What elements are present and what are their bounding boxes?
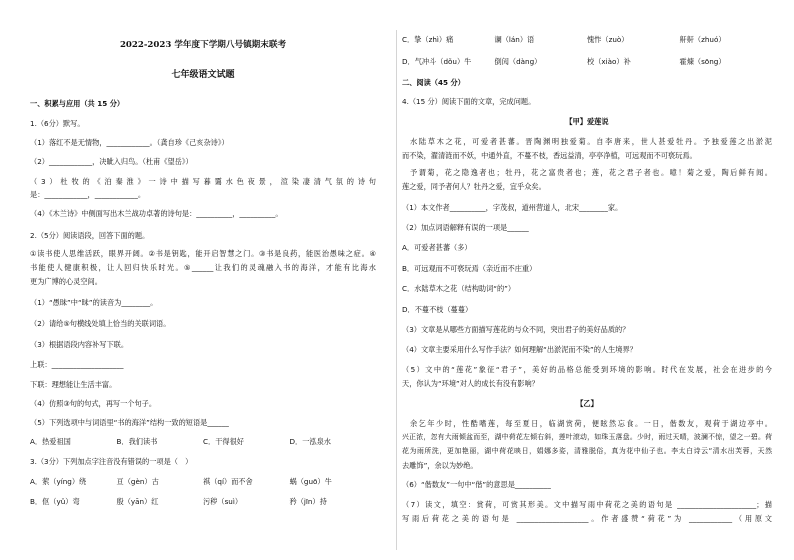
q3-b-2: 殷（yān）红 (116, 497, 159, 506)
q4-option-a[interactable]: A．可爱者甚蕃（多） (402, 243, 472, 252)
q1-line-4: （4）《木兰诗》中侧面写出木兰战功卓著的诗句是：__________，__________。 (30, 209, 283, 218)
q3-d-4: 霍煉（sōng） (679, 57, 726, 66)
jia-para-1a: 水陆草木之花，可爱者甚蕃。晋陶渊明独爱菊。自李唐来，世人甚爱牡丹。予独爱莲之出淤泥 (410, 137, 772, 146)
q2-sub-3: （3）根据语段内容补写下联。 (30, 340, 129, 349)
q2-sub-4: （4）仿照③句的句式，再写一个句子。 (30, 399, 157, 408)
q4-sub-7a: （7）读文，填空：赏荷，可赏其形美。文中描写雨中荷花之美的语句是 ______________________；描 (402, 500, 772, 509)
jia-para-2a: 予谓菊，花之隐逸者也；牡丹，花之富贵者也；莲，花之君子者也。噫！菊之爱，陶后鲜有闻。 (410, 168, 772, 177)
q1-line-3a: （3）杜牧的《泊秦淮》一诗中描写暮霭水色夜景，渲染凄清气氛的诗句 (30, 177, 376, 186)
q3-d-3: 校（xiào）补 (587, 57, 631, 66)
q2-lower-couplet: 下联：理想能让生活丰富。 (30, 380, 117, 389)
q3-option-a-row[interactable] (30, 477, 376, 486)
q2-option-a[interactable]: A．热爱祖国 (30, 437, 71, 446)
q4-option-b[interactable]: B．可远观而不可亵玩焉（亲近而不庄重） (402, 264, 537, 273)
passage-jia-title: 【甲】爱莲说 (565, 117, 609, 126)
q3-c-1: C．挚（zhì）痛 (402, 35, 454, 44)
q4-option-c[interactable]: C．水陆草木之花（结构助词“的”） (402, 284, 516, 293)
q2-sub-5: （5）下列选项中与词语里“书的海洋”结构一致的短语是______ (30, 418, 229, 427)
q2-option-b[interactable]: B．我们读书 (116, 437, 158, 446)
q4-sub-4: （4）文章主要采用什么写作手法？如何理解“出淤泥而不染”的人生境界？ (402, 345, 637, 354)
q3-stem: 3.（3分）下列加点字注音没有错误的一项是（ ） (30, 457, 193, 466)
q2-passage-2: 书能使人健康积极，让人回归快乐时光。⑤______让我们的灵魂融入书的海洋，才能有比海水 (30, 263, 376, 272)
q3-a-4: 蜗（guō）牛 (289, 477, 332, 486)
q3-a-3: 祺（qí）而不舍 (203, 477, 253, 486)
q3-b-4: 矜（jīn）持 (289, 497, 327, 506)
yi-para-2: 兴正浓，忽有大雨倾盆而至，湖中荷花左倾右斜，莲叶滚动，如珠玉落盘。少时，雨过天晴，波澜不惊，望之一碧。荷 (402, 433, 772, 441)
q4-sub-1: （1）本文作者__________，字茂叔，道州营道人，北宋________家。 (402, 203, 623, 212)
exam-subtitle: 七年级语文试题 (171, 70, 235, 80)
q1-line-3b: 是：____________，____________。 (30, 190, 146, 199)
q4-stem: 4.（15 分）阅读下面的文章，完成问题。 (402, 97, 536, 106)
q4-sub-3: （3）文章是从哪些方面描写莲花的与众不同，突出君子的美好品质的？ (402, 325, 630, 334)
q2-passage-3: 更为广博的心灵空间。 (30, 277, 102, 286)
section-heading-1: 一、积累与应用（共 15 分） (30, 99, 125, 108)
q2-stem: 2.（5分）阅读语段，回答下面的题。 (30, 231, 150, 240)
q2-sub-1: （1）“愚昧”中“昧”的读音为________。 (30, 298, 158, 307)
q2-options (30, 437, 376, 446)
q4-sub-6: （6）“偕数友”一句中“偕”的意思是__________ (402, 480, 551, 489)
q3-c-4: 鼾鼾（zhuó） (679, 35, 726, 44)
exam-title: 2022-2023 学年度下学期八号镇期末联考 (119, 40, 287, 50)
passage-yi-title: 【乙】 (576, 399, 598, 408)
q3-c-2: 谰（lán）语 (494, 35, 535, 44)
q4-sub-2: （2）加点词语解释有误的一项是______ (402, 223, 529, 232)
yi-para-4: 去雕饰”，余以为妙绝。 (402, 461, 478, 470)
q1-line-2: （2）____________，决眦入归鸟。（杜甫《望岳》） (30, 157, 193, 166)
q3-a-2: 亘（gèn）古 (116, 477, 159, 486)
q3-option-c-row[interactable] (402, 35, 772, 44)
q4-sub-5a: （5）文中的“莲花”象征“君子”，美好的品格总能受到环境的影响。时代在发展，社会在进步的今 (402, 365, 772, 374)
q3-a-1: A．萦（yíng）绕 (30, 477, 87, 486)
jia-para-1b: 而不染，濯清涟而不妖，中通外直，不蔓不枝，香远益清，亭亭净植，可远观而不可亵玩焉。 (402, 151, 697, 160)
column-divider (396, 30, 397, 550)
q3-b-1: B．伛（yǔ）弯 (30, 497, 80, 506)
q4-sub-5b: 天，你认为“环境”对人的成长有没有影响？ (402, 379, 539, 388)
q1-line-1: （1）落红不是无情物，____________。（龚自珍《己亥杂诗》） (30, 138, 229, 147)
q2-sub-2: （2）请给⑤句横线处填上恰当的关联词语。 (30, 319, 171, 328)
q3-d-1: D．气冲斗（dǒu）牛 (402, 57, 472, 66)
q2-option-c[interactable]: C．干得很好 (203, 437, 244, 446)
q2-upper-couplet: 上联：____________________ (30, 360, 124, 369)
yi-para-1: 余乞年少时，性酷嗜莲，每至夏日，临湖赏荷，便眩然忘食。一日，偕数友，观荷于湖边亭中。 (410, 419, 772, 428)
q4-option-d[interactable]: D．不蔓不枝（蔓蔓） (402, 305, 473, 314)
yi-para-3: 花为雨所洗，更加艳丽，湖中荷花映日，娟娜多姿，清雅脱俗，真为花中仙子也。李太白诗云“清水出芙蓉，天然 (402, 447, 772, 455)
section-heading-2: 二、阅读（45 分） (402, 78, 465, 87)
jia-para-2b: 莲之爱，同予者何人？牡丹之爱，宜乎众矣。 (402, 182, 546, 191)
q1-stem: 1.（6分）默写。 (30, 119, 85, 128)
q3-d-2: 倒闶（dàng） (494, 57, 542, 66)
q2-option-d[interactable]: D．一泓泉水 (289, 437, 331, 446)
q3-c-3: 愧怍（zuò） (587, 35, 629, 44)
q3-b-3: 污秽（suì） (203, 497, 243, 506)
q4-sub-7b: 写雨后荷花之美的语句是 ____________________。作者盛赞“荷花”为 ____________（用原文 (402, 514, 772, 523)
q3-option-d-row[interactable] (402, 57, 772, 66)
q3-option-b-row[interactable] (30, 497, 376, 506)
q2-passage-1: ①读书使人思维活跃，眼界开阔。②书是钥匙，能开启智慧之门。③书是良药，能医治愚味之症。④ (30, 249, 376, 258)
